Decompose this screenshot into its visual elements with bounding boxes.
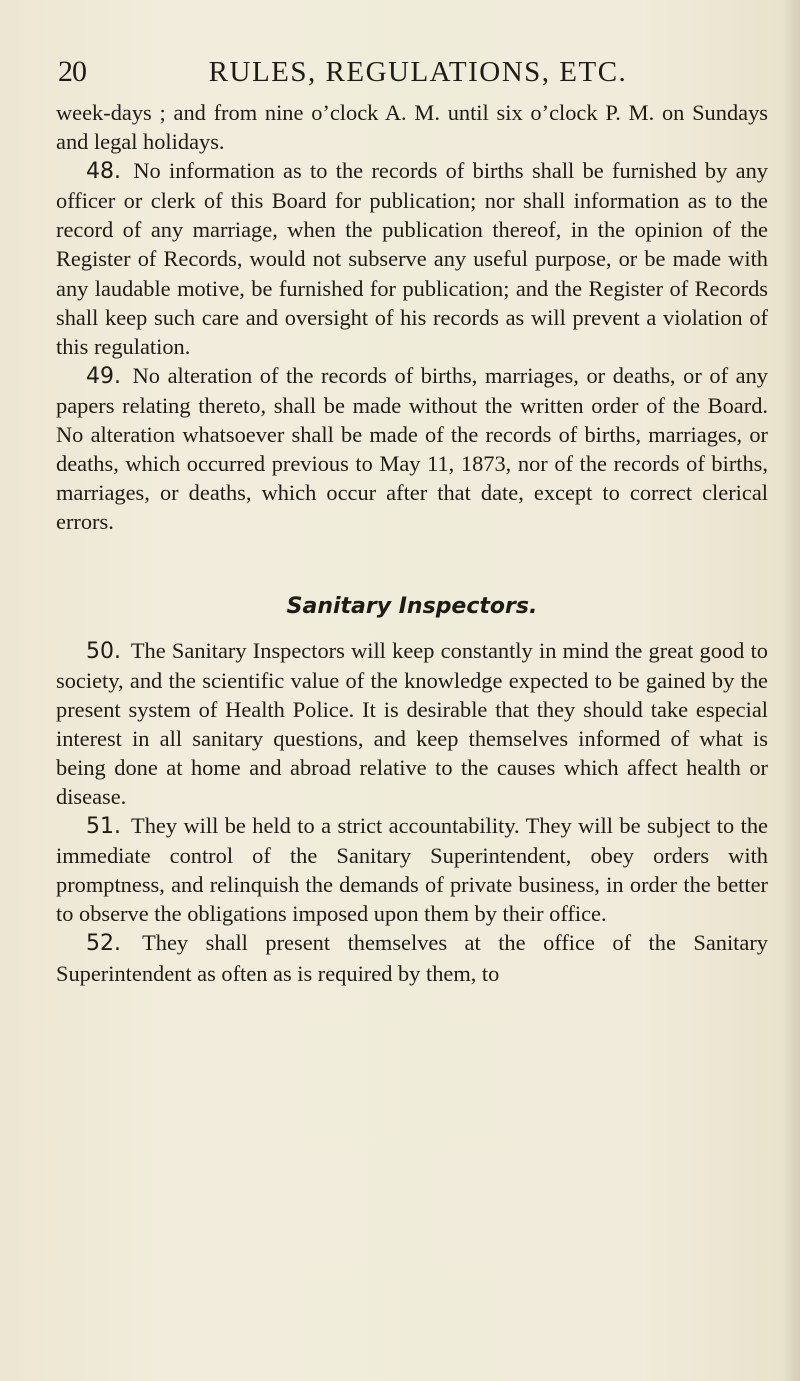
rule-number-51: 51. (86, 814, 121, 840)
page-number: 20 (58, 55, 86, 88)
rule-text-50: The Sanitary Inspectors will keep constantly in mind the great good to society, and the scientific value of the knowledge expected to be gained by the present system of Health Police. It is desirable that they should take especial interest in all sanitary questions, and keep themselves informed of what is being done at home and abroad relative to the causes which affect health or disease. (56, 637, 768, 809)
paragraph-48 (56, 156, 768, 361)
rule-text-51: They will be held to a strict accountability. They will be subject to the immediate control of the Sanitary Superintendent, obey orders with promptness, and relinquish the demands of private business, in order the better to observe the obligations imposed upon them by their office. (56, 813, 768, 927)
rule-number-49: 49. (86, 363, 121, 389)
section-heading-sanitary-inspectors: Sanitary Inspectors. (286, 594, 538, 620)
page-edge-shadow (782, 0, 800, 1381)
rule-text-48: No information as to the records of births shall be furnished by any officer or clerk of this Board for publication; nor shall information as to the record of any marriage, when the publication thereof, in the opinion of the Register of Records, would not subserve any useful purpose, or be made with any laudable motive, be furnished for publication; and the Register of Records shall keep such care and oversight of his records as will prevent a violation of this regulation. (56, 158, 768, 359)
rule-number-52: 52. (86, 931, 121, 957)
paragraph-49 (56, 361, 768, 537)
paragraph-47-continued: week-days ; and from nine o’clock A. M. until six o’clock P. M. on Sundays and legal holidays. (56, 100, 768, 155)
paragraph-51 (56, 811, 768, 928)
rule-text-52: They shall present themselves at the office of the Sanitary Superintendent as often as is required by them, to (56, 930, 768, 986)
rule-number-48: 48. (86, 159, 121, 185)
paragraph-52 (56, 928, 768, 987)
running-head: RULES, REGULATIONS, ETC. (208, 56, 628, 88)
paragraph-50 (56, 636, 768, 812)
rule-text-49: No alteration of the records of births, marriages, or deaths, or of any papers relating thereto, shall be made without the written order of the Board. No alteration whatsoever shall be made of the records of births, marriages, or deaths, which occurred previous to May 11, 1873, nor of the records of births, marriages, or deaths, which occur after that date, except to correct clerical errors. (56, 362, 768, 535)
page-header (58, 54, 778, 90)
rule-number-50: 50. (86, 638, 121, 664)
page-body (56, 98, 768, 988)
